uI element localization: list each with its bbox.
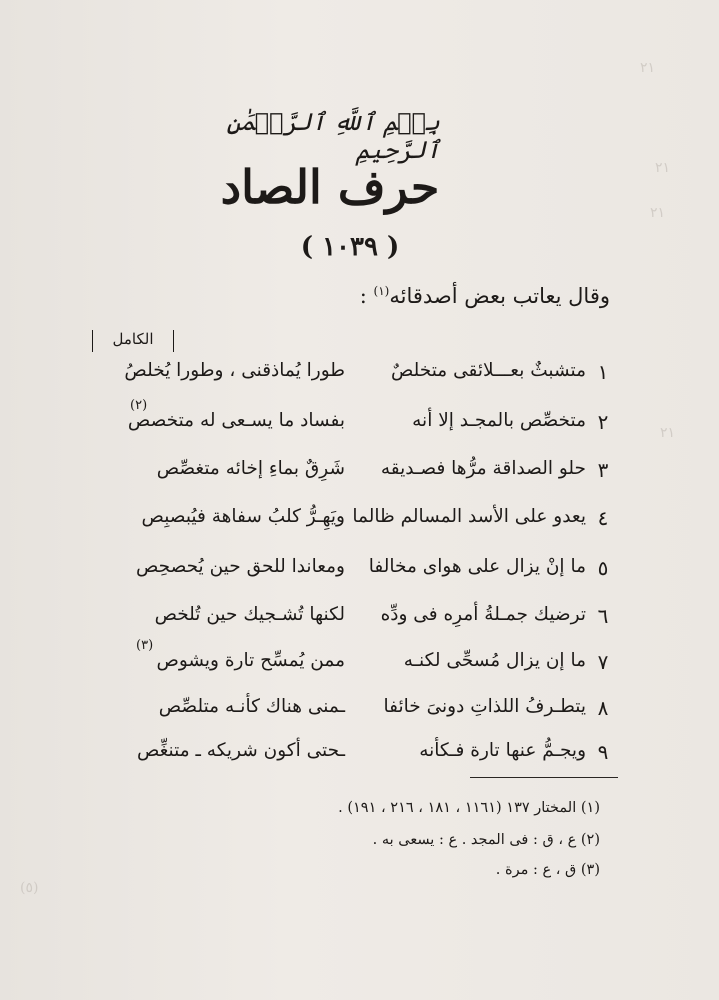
verse-first-hemistich: ما إن يزال مُسحِّى لكنـه — [403, 650, 586, 671]
verse-number: ٣ — [597, 458, 609, 482]
verse-footnote-ref: (٣) — [136, 638, 154, 653]
footnote: (٣) ق ، ع : مرة . — [495, 862, 600, 878]
verse-second-hemistich: طورا يُماذقنى ، وطورا يُخلصُ — [124, 360, 345, 381]
verse-first-hemistich: يتطـرفُ اللذاتِ دونىَ خائفا — [383, 696, 586, 717]
verse-number: ١ — [597, 360, 609, 384]
bleed-through-mark: (٥) — [20, 880, 39, 896]
verse-first-hemistich: متشبثٌ بعـــلائقى متخلصٌ — [390, 360, 586, 381]
verse-number: ٩ — [597, 740, 609, 764]
footnote: (١) المختار ١٣٧ (١١٦١ ، ١٨١ ، ٢١٦ ، ١٩١) . — [338, 800, 600, 816]
verse-second-hemistich: بفساد ما يسـعى له متخصص — [127, 410, 345, 431]
verse-second-hemistich: شَرِقٌ بماءِ إخائه متغصِّص — [156, 458, 345, 479]
section-title: حرف الصاد — [220, 160, 440, 214]
verse-second-hemistich: لكنها تُشـجيك حين تُلخص — [154, 604, 345, 625]
verse-first-hemistich: ويجـمُّ عنها تارة فـكأنه — [419, 740, 586, 761]
verse-row — [0, 550, 719, 594]
intro-trailing-colon: : — [359, 284, 374, 308]
verse-number: ٨ — [597, 696, 609, 720]
verse-first-hemistich: يعدو على الأسد المسالم ظالما — [352, 506, 586, 527]
verse-second-hemistich: ممن يُمسِّح تارة ويشوص — [156, 650, 345, 671]
bleed-through-mark: ٢١ — [660, 425, 676, 441]
bismillah-heading: بِسۡمِ ٱللَّهِ ٱلرَّحۡمَٰنِ ٱلرَّحِيمِ — [226, 108, 440, 164]
meter-label: الكامل — [92, 330, 174, 352]
verse-footnote-ref: (٢) — [130, 398, 148, 413]
verse-number: ٢ — [597, 410, 609, 434]
verse-row — [0, 690, 719, 734]
verse-row — [0, 452, 719, 496]
verse-first-hemistich: ما إنْ يزال على هواى مخالفا — [368, 556, 586, 577]
verse-number: ٤ — [597, 506, 609, 530]
verse-row — [0, 734, 719, 778]
verse-number: ٦ — [597, 604, 609, 628]
poem-introduction — [330, 284, 610, 308]
intro-footnote-ref: (١) — [373, 284, 390, 298]
verse-row — [0, 500, 719, 544]
verse-second-hemistich: ويَهِـرُّ كلبُ سفاهة فيُبصبِص — [141, 506, 345, 527]
verse-row — [0, 638, 719, 688]
intro-text: وقال يعاتب بعض أصدقائه — [389, 284, 610, 308]
verse-row — [0, 398, 719, 448]
verse-second-hemistich: ـمنى هناك كأنـه متلصِّص — [158, 696, 345, 717]
verse-second-hemistich: ومعاندا للحق حين يُحصحِص — [135, 556, 345, 577]
verse-first-hemistich: ترضيك جمـلةُ أمرِه فى ودِّه — [380, 604, 586, 625]
bleed-through-mark: ٢١ — [650, 205, 666, 221]
verse-row — [0, 354, 719, 398]
verse-second-hemistich: ـحتى أكون شريكه ـ متنغِّص — [136, 740, 345, 761]
footnote: (٢) ع ، ق : فى المجد . ع : يسعى به . — [372, 832, 600, 848]
verse-first-hemistich: متخصِّص بالمجـد إلا أنه — [412, 410, 586, 431]
bleed-through-mark: ٢١ — [655, 160, 671, 176]
poem-number: ( ١٠٣٩ ) — [300, 232, 400, 262]
verse-number: ٥ — [597, 556, 609, 580]
verse-first-hemistich: حلو الصداقة مرُّها فصـديقه — [380, 458, 586, 479]
verse-number: ٧ — [597, 650, 609, 674]
bleed-through-mark: ٢١ — [640, 60, 656, 76]
footnote-divider — [470, 777, 618, 778]
verse-row — [0, 598, 719, 642]
